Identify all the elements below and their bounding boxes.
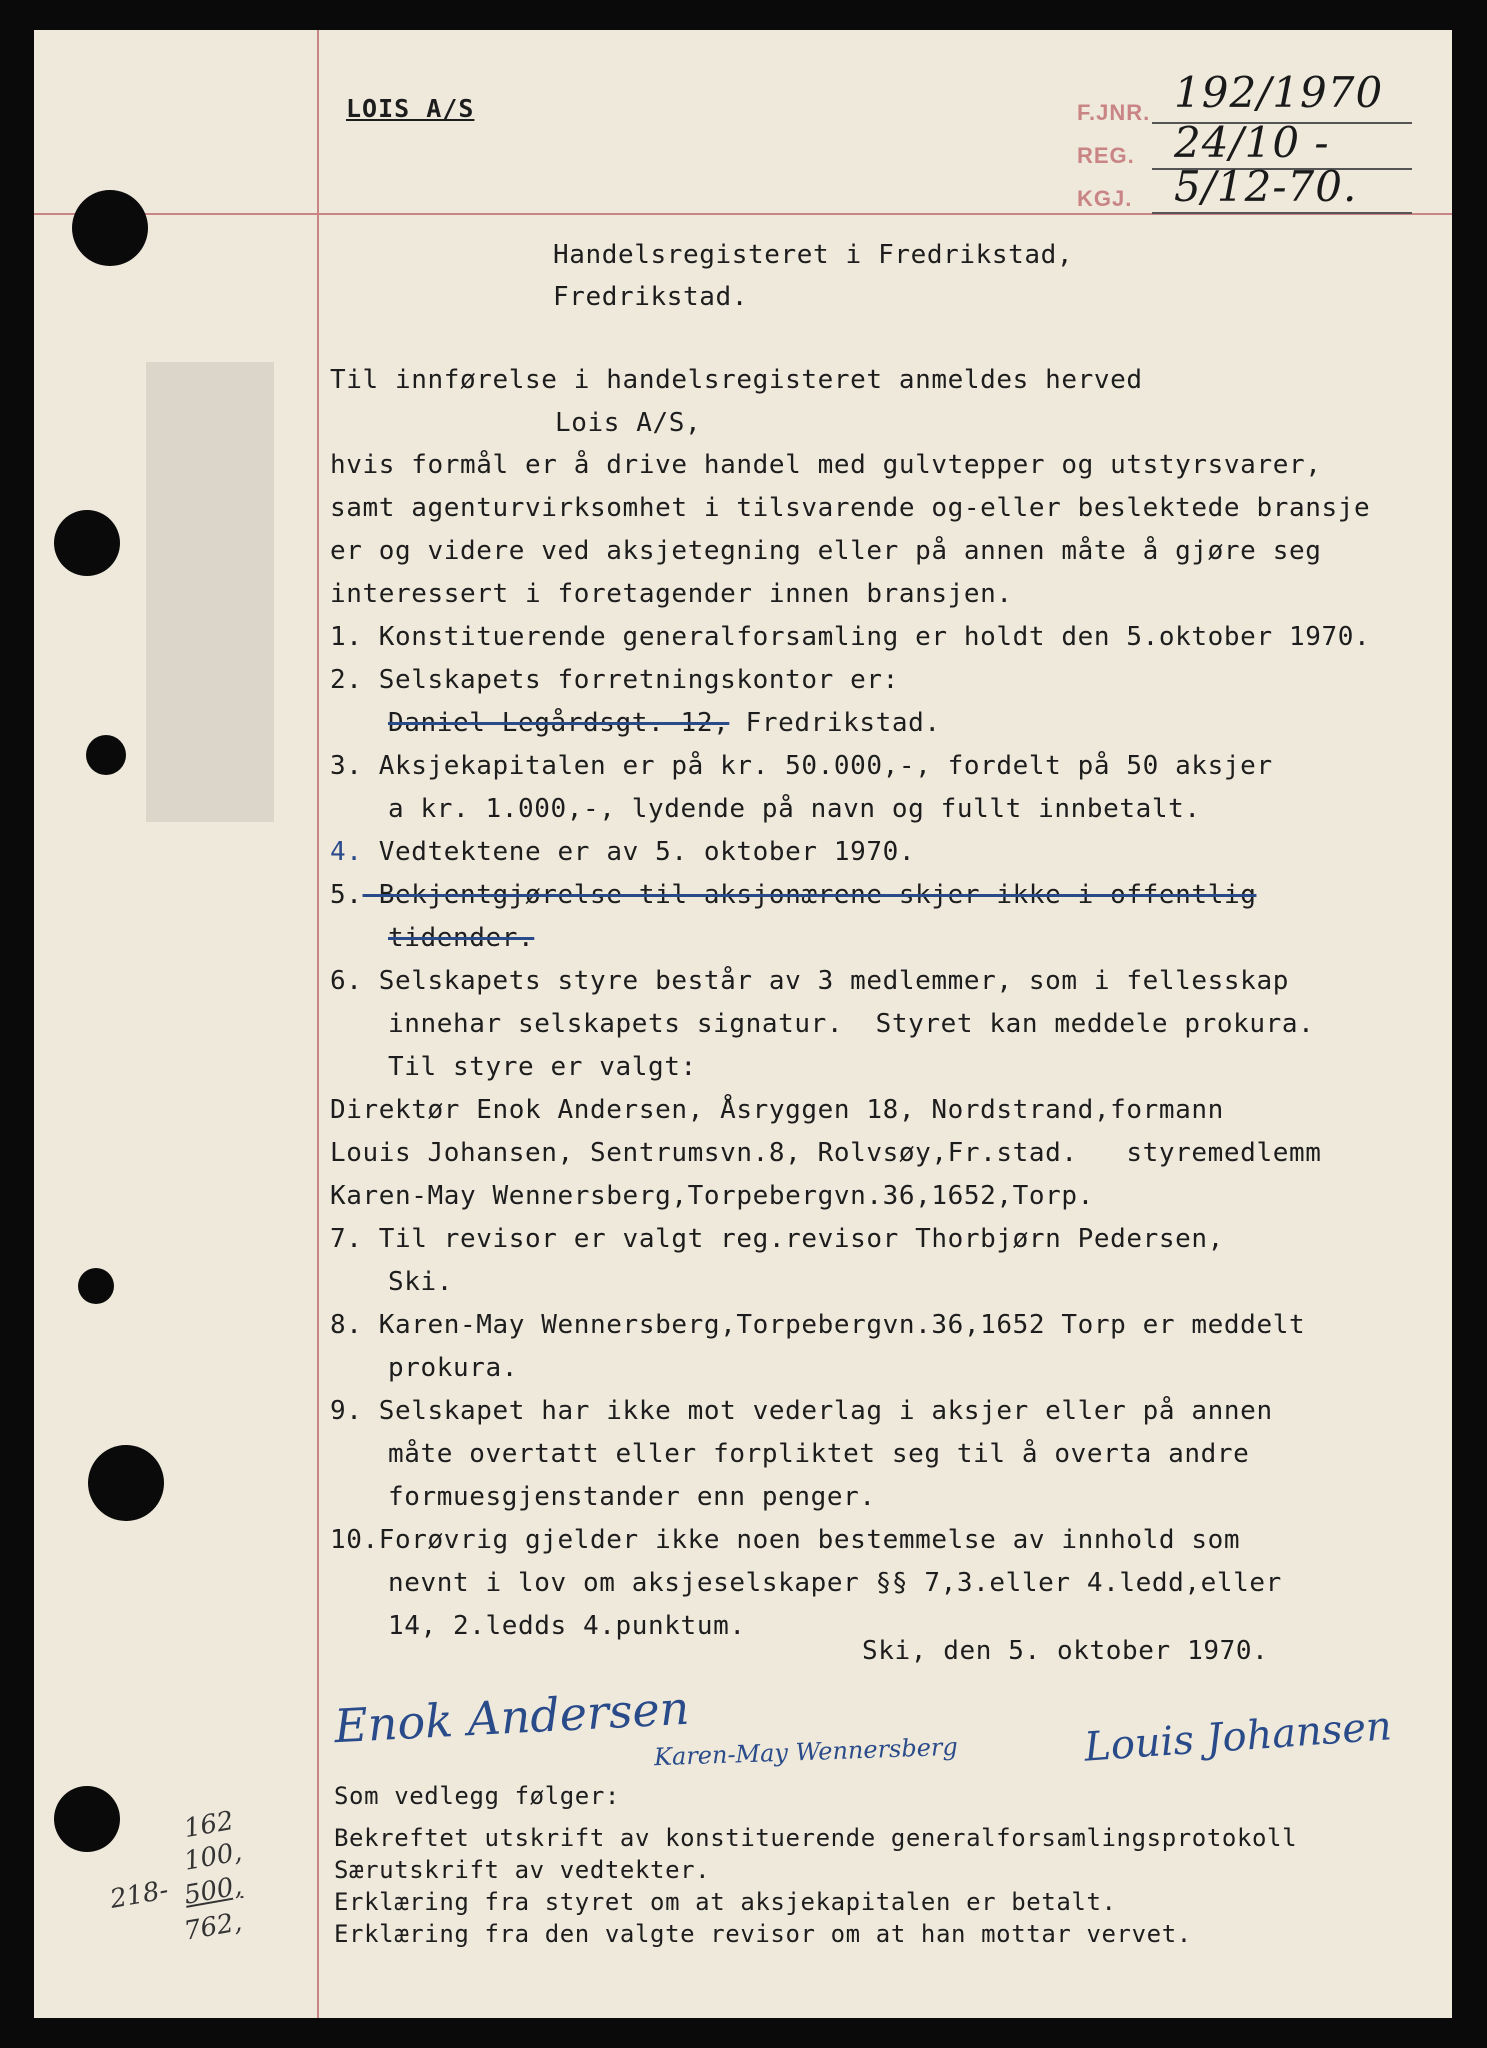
company-name: Lois A/S, [555, 408, 702, 438]
signature-louis-johansen: Louis Johansen [1082, 1703, 1394, 1771]
item-2: 2. Selskapets forretningskontor er: [330, 665, 899, 695]
item-5-struck-text: Bekjentgjørelse til aksjonærene skjer ikke i offentlig [362, 880, 1257, 910]
kgj-line [1152, 212, 1412, 214]
board-member: Direktør Enok Andersen, Åsryggen 18, Nordstrand,formann [330, 1095, 1224, 1125]
item-5-struck-cont: tidender. [388, 923, 535, 953]
attachments-heading: Som vedlegg følger: [334, 1782, 620, 1810]
item-3-cont: a kr. 1.000,-, lydende på navn og fullt innbetalt. [388, 794, 1201, 824]
signature-enok-andersen: Enok Andersen [332, 1680, 691, 1754]
item-9-cont: formuesgjenstander enn penger. [388, 1482, 876, 1512]
address-line: Fredrikstad. [553, 282, 749, 312]
item-4 [330, 837, 915, 867]
board-member: Karen-May Wennersberg,Torpebergvn.36,1652,Torp. [330, 1181, 1094, 1211]
company-header: LOIS A/S [346, 94, 475, 123]
item-2-address [388, 708, 941, 738]
item-3: 3. Aksjekapitalen er på kr. 50.000,-, fordelt på 50 aksjer [330, 751, 1273, 781]
purpose-line: samt agenturvirksomhet i tilsvarende og-eller beslektede bransje [330, 493, 1371, 523]
item-1: 1. Konstituerende generalforsamling er holdt den 5.oktober 1970. [330, 622, 1371, 652]
reg-value: 24/10 - [1174, 118, 1330, 167]
item-9: 9. Selskapet har ikke mot vederlag i aksjer eller på annen [330, 1396, 1273, 1426]
kgj-label: KGJ. [1077, 186, 1133, 211]
margin-rule-vertical [317, 30, 319, 2018]
pencil-note-fee: 162 [181, 1805, 236, 1845]
kgj-value: 5/12-70. [1174, 162, 1358, 211]
pencil-note-fee: 500, [181, 1871, 245, 1911]
item-5 [330, 880, 1256, 910]
fjnr-value: 192/1970 [1174, 68, 1384, 117]
fjnr-label: F.JNR. [1077, 100, 1151, 125]
item-10: 10.Forøvrig gjelder ikke noen bestemmelse av innhold som [330, 1525, 1241, 1555]
pencil-note-fee: 100, [181, 1837, 245, 1877]
item-6: 6. Selskapets styre består av 3 medlemmer, som i fellesskap [330, 966, 1289, 996]
item-10-cont: 14, 2.ledds 4.punktum. [388, 1611, 746, 1641]
attachment-item: Erklæring fra den valgte revisor om at han mottar vervet. [334, 1920, 1192, 1948]
item-2-city: Fredrikstad. [729, 708, 941, 738]
punch-hole [54, 1786, 120, 1852]
purpose-line: er og videre ved aksjetegning eller på annen måte å gjøre seg [330, 536, 1322, 566]
tape-residue [146, 362, 274, 822]
purpose-line: hvis formål er å drive handel med gulvtepper og utstyrsvarer, [330, 450, 1322, 480]
signature-karen-may-wennersberg: Karen-May Wennersberg [653, 1732, 959, 1772]
item-4-text: Vedtektene er av 5. oktober 1970. [362, 837, 916, 867]
item-6-cont: Til styre er valgt: [388, 1052, 697, 1082]
place-date: Ski, den 5. oktober 1970. [862, 1636, 1269, 1666]
pencil-note-fee: 762, [181, 1907, 245, 1947]
punch-hole [54, 510, 120, 576]
punch-hole [86, 735, 126, 775]
struck-address: Daniel Legårdsgt. 12, [388, 708, 730, 738]
reg-label: REG. [1077, 143, 1135, 168]
document-page [34, 30, 1452, 2018]
attachment-item: Erklæring fra styret om at aksjekapitalen er betalt. [334, 1888, 1117, 1916]
purpose-line: interessert i foretagender innen bransjen. [330, 579, 1013, 609]
punch-hole [88, 1445, 164, 1521]
intro-text: Til innførelse i handelsregisteret anmeldes herved [330, 365, 1143, 395]
pencil-note-prefix: 218- [107, 1875, 171, 1915]
address-line: Handelsregisteret i Fredrikstad, [553, 240, 1074, 270]
board-member: Louis Johansen, Sentrumsvn.8, Rolvsøy,Fr.stad. styremedlemm [330, 1138, 1322, 1168]
attachment-item: Bekreftet utskrift av konstituerende generalforsamlingsprotokoll [334, 1824, 1298, 1852]
attachment-item: Særutskrift av vedtekter. [334, 1856, 711, 1884]
punch-hole [78, 1268, 114, 1304]
item-9-cont: måte overtatt eller forpliktet seg til å overta andre [388, 1439, 1250, 1469]
item-8-cont: prokura. [388, 1353, 519, 1383]
item-8: 8. Karen-May Wennersberg,Torpebergvn.36,1652 Torp er meddelt [330, 1310, 1306, 1340]
item-10-cont: nevnt i lov om aksjeselskaper §§ 7,3.eller 4.ledd,eller [388, 1568, 1282, 1598]
item-5-number: 5. [330, 880, 363, 910]
item-7-cont: Ski. [388, 1267, 454, 1297]
item-7: 7. Til revisor er valgt reg.revisor Thorbjørn Pedersen, [330, 1224, 1224, 1254]
punch-hole [72, 190, 148, 266]
item-4-number: 4. [330, 837, 363, 867]
item-6-cont: innehar selskapets signatur. Styret kan meddele prokura. [388, 1009, 1315, 1039]
